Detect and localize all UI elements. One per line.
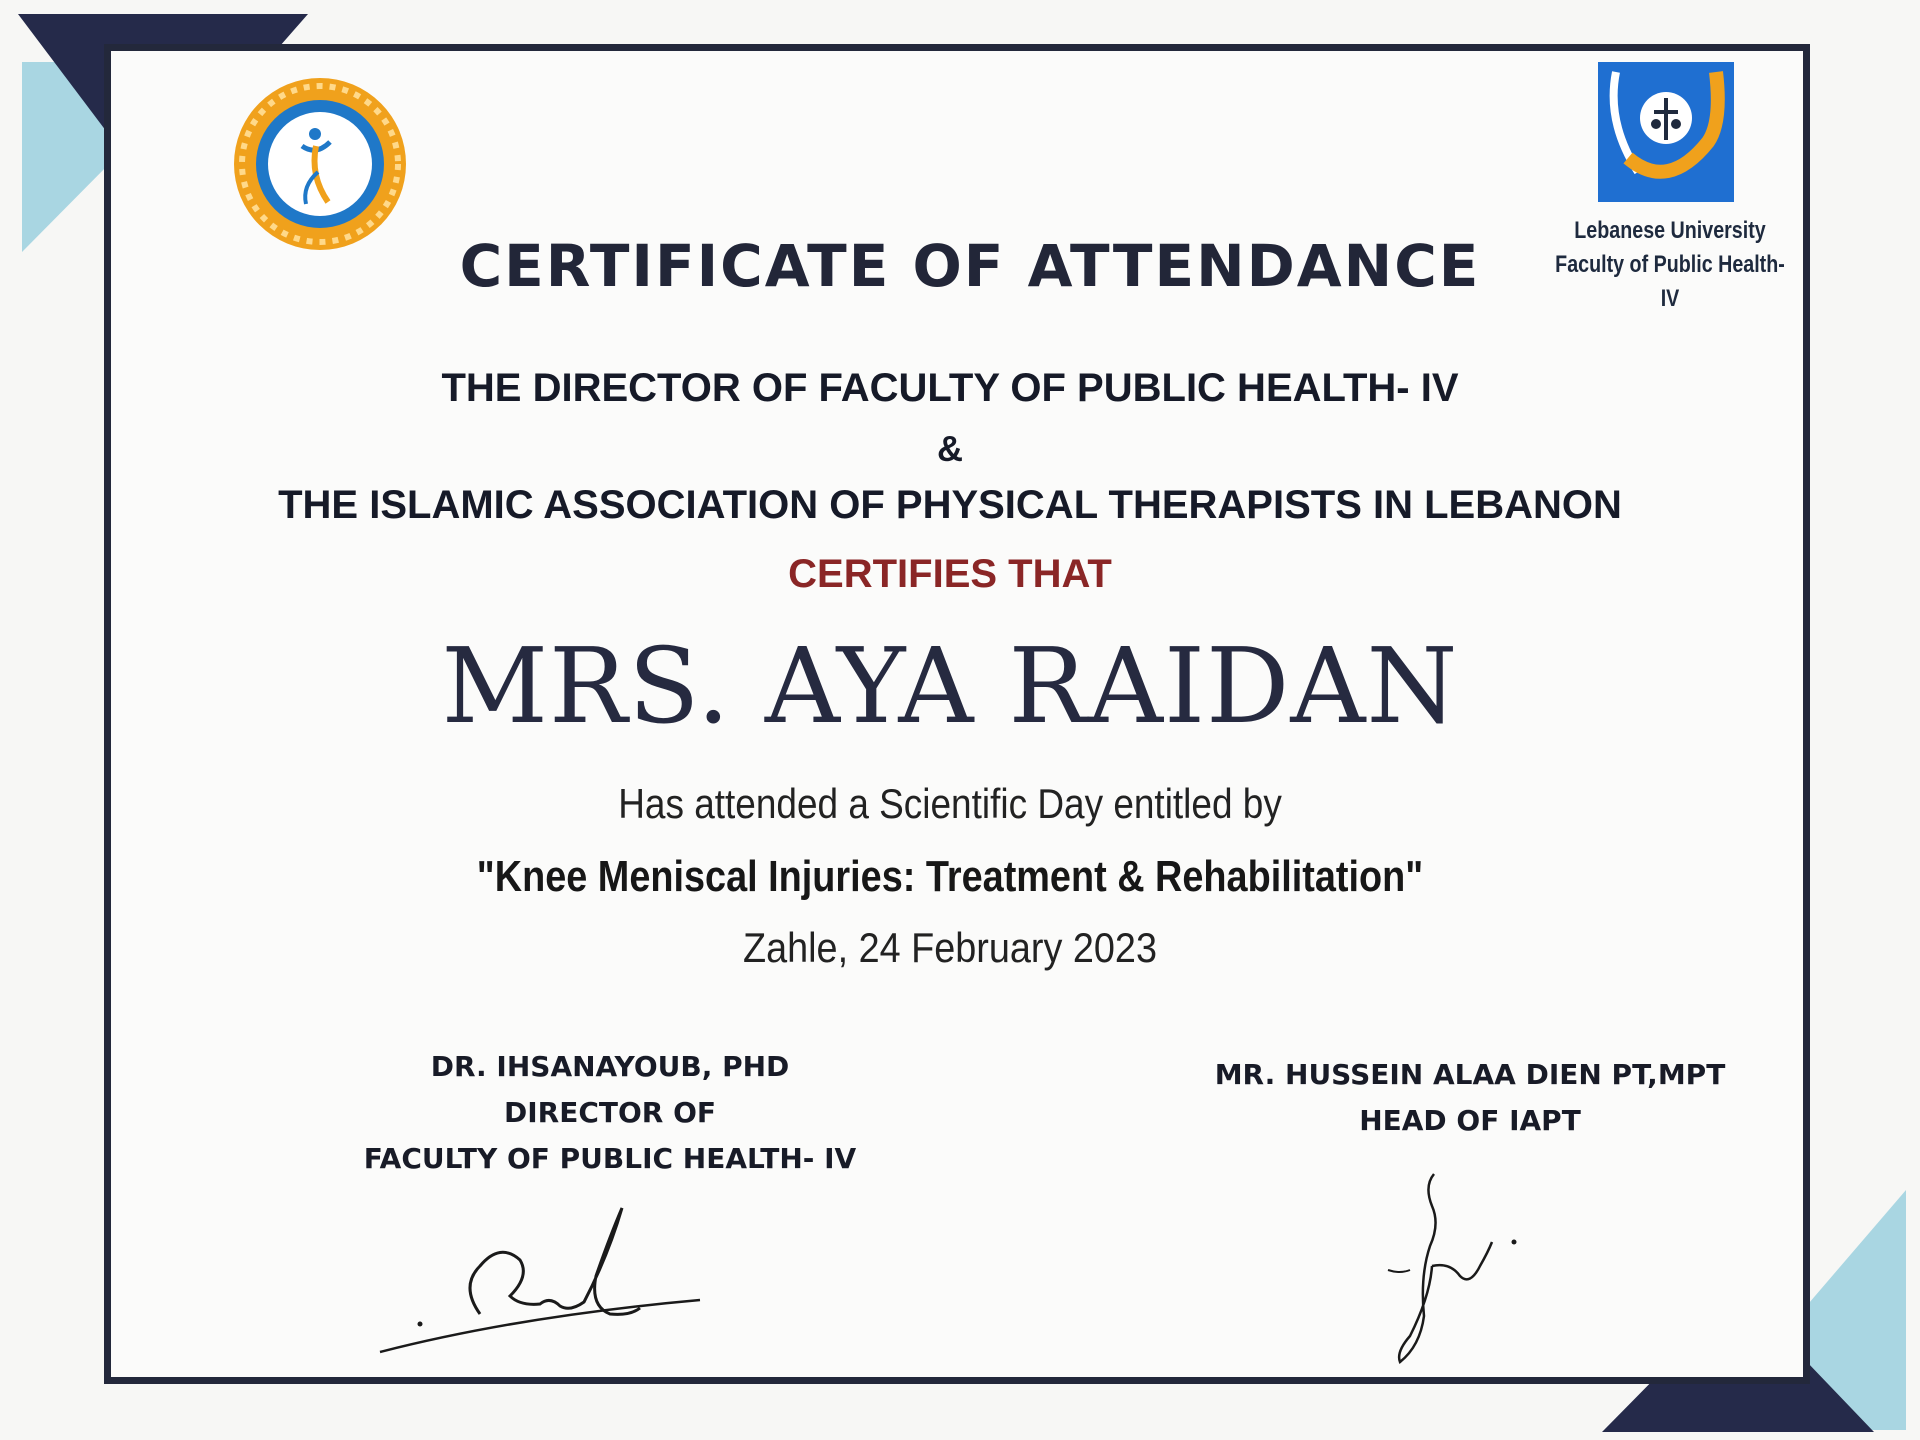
university-faculty: Faculty of Public Health- IV xyxy=(1555,251,1785,312)
right-handwritten-signature xyxy=(1380,1166,1530,1366)
certifies-heading: CERTIFIES THAT xyxy=(788,552,1112,596)
right-signatory-role-1: HEAD OF IAPT xyxy=(1359,1104,1581,1137)
issuer-line-1: THE DIRECTOR OF FACULTY OF PUBLIC HEALTH- IV xyxy=(441,366,1459,410)
left-signatory-role-1: DIRECTOR OF xyxy=(503,1096,717,1129)
right-signatory xyxy=(1160,1052,1780,1144)
course-title: "Knee Meniscal Injuries: Treatment & Rehabilitation" xyxy=(476,852,1424,901)
place-date: Zahle, 24 February 2023 xyxy=(743,924,1157,971)
university-caption xyxy=(1547,214,1793,316)
attended-text: Has attended a Scientific Day entitled by xyxy=(618,780,1282,827)
university-name: Lebanese University xyxy=(1574,217,1766,244)
issuer-ampersand: & xyxy=(937,428,963,469)
association-seal-logo xyxy=(232,76,408,252)
issuer-line-2: THE ISLAMIC ASSOCIATION OF PHYSICAL THERAPISTS IN LEBANON xyxy=(278,483,1622,527)
lebanese-university-logo xyxy=(1598,62,1734,202)
recipient-name: MRS. AYA RAIDAN xyxy=(441,625,1459,747)
left-signatory xyxy=(310,1044,910,1182)
certificate-title: CERTIFICATE OF ATTENDANCE xyxy=(459,232,1481,300)
left-signatory-role-2: FACULTY OF PUBLIC HEALTH- IV xyxy=(363,1142,857,1175)
left-signatory-name: DR. IHSANAYOUB, PHD xyxy=(430,1050,790,1083)
left-handwritten-signature xyxy=(370,1196,710,1356)
right-signatory-name: MR. HUSSEIN ALAA DIEN PT,MPT xyxy=(1214,1058,1726,1091)
